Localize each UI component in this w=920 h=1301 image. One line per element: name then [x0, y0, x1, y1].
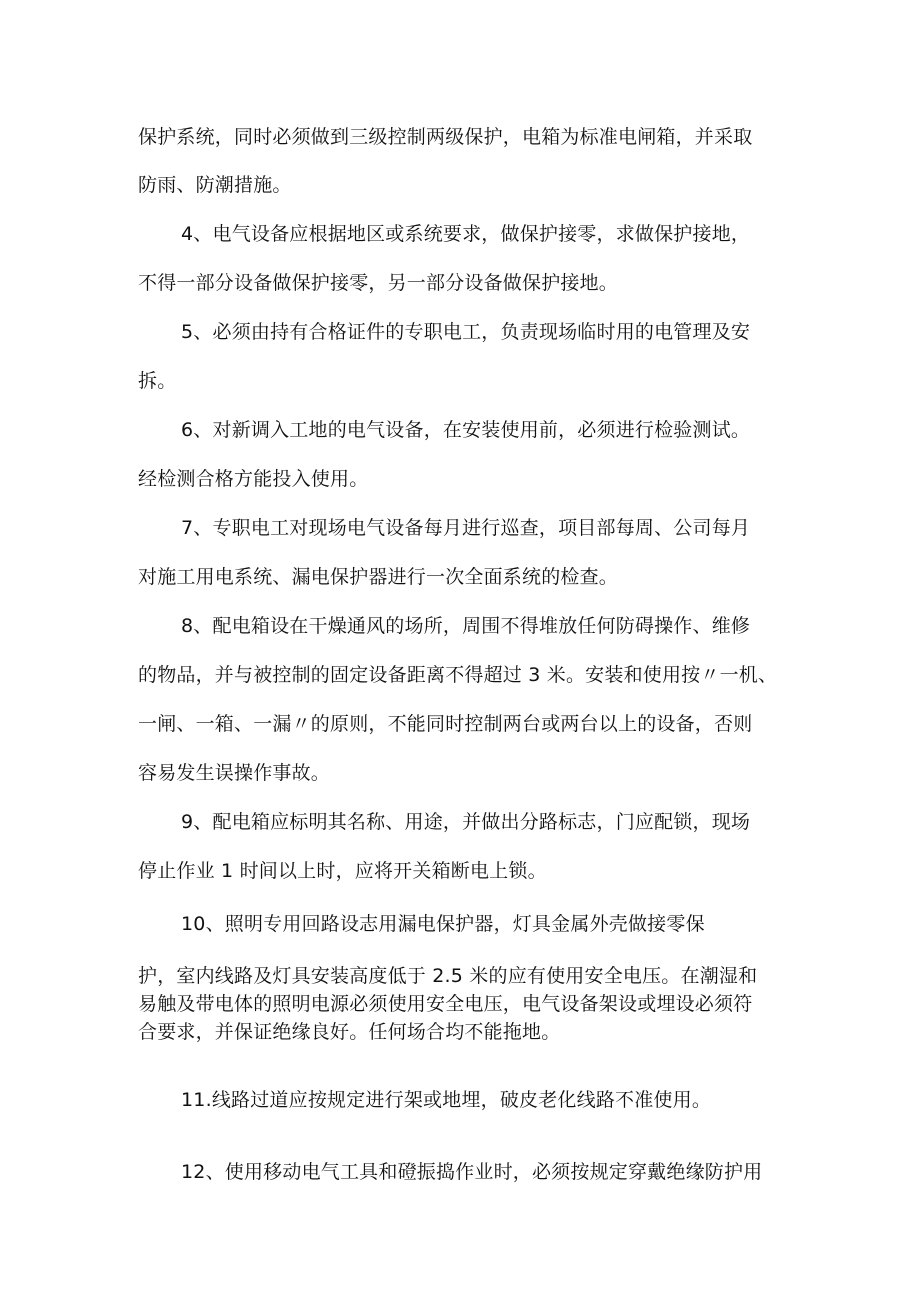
- text-line-11: 8、配电箱设在干燥通风的场所，周围不得堆放任何防碍操作、维修: [181, 615, 751, 637]
- text-line-4: 不得一部分设备做保护接零，另一部分设备做保护接地。: [138, 272, 619, 294]
- text-line-17: 10、照明专用回路设志用漏电保护器，灯具金属外壳做接零保: [181, 913, 705, 935]
- text-line-6: 拆。: [138, 370, 177, 392]
- text-line-1: 保护系统，同时必须做到三级控制两级保护，电箱为标准电闸箱，并采取: [138, 126, 753, 148]
- text-line-20: 合要求，并保证绝缘良好。任何场合均不能拖地。: [138, 1021, 561, 1043]
- text-line-7: 6、对新调入工地的电气设备，在安装使用前，必须进行检验测试。: [181, 419, 751, 441]
- text-line-5: 5、必须由持有合格证件的专职电工，负责现场临时用的电管理及安: [181, 321, 751, 343]
- text-line-13: 一闸、一箱、一漏〃的原则，不能同时控制两台或两台以上的设备，否则: [138, 713, 753, 735]
- text-line-15: 9、配电箱应标明其名称、用途，并做出分路标志，门应配锁，现场: [181, 811, 751, 833]
- text-line-16: 停止作业 1 时间以上时，应将开关箱断电上锁。: [138, 860, 547, 882]
- text-line-3: 4、电气设备应根据地区或系统要求，做保护接零，求做保护接地，: [181, 223, 751, 245]
- text-line-19: 易触及带电体的照明电源必须使用安全电压，电气设备架设或埋设必须符: [138, 993, 753, 1015]
- text-line-14: 容易发生误操作事故。: [138, 762, 331, 784]
- text-line-9: 7、专职电工对现场电气设备每月进行巡查，项目部每周、公司每月: [181, 517, 751, 539]
- text-line-21: 11.线路过道应按规定进行架或地埋，破皮老化线路不准使用。: [181, 1089, 712, 1111]
- text-line-18: 护，室内线路及灯具安装高度低于 2.5 米的应有使用安全电压。在潮湿和: [138, 965, 758, 987]
- text-line-8: 经检测合格方能投入使用。: [138, 468, 369, 490]
- text-line-2: 防雨、防潮措施。: [138, 174, 292, 196]
- text-line-22: 12、使用移动电气工具和磴振捣作业时，必须按规定穿戴绝缘防护用: [181, 1161, 763, 1183]
- text-line-12: 的物品，并与被控制的固定设备距离不得超过 3 米。安装和使用按〃一机、: [138, 664, 778, 686]
- text-line-10: 对施工用电系统、漏电保护器进行一次全面系统的检查。: [138, 566, 619, 588]
